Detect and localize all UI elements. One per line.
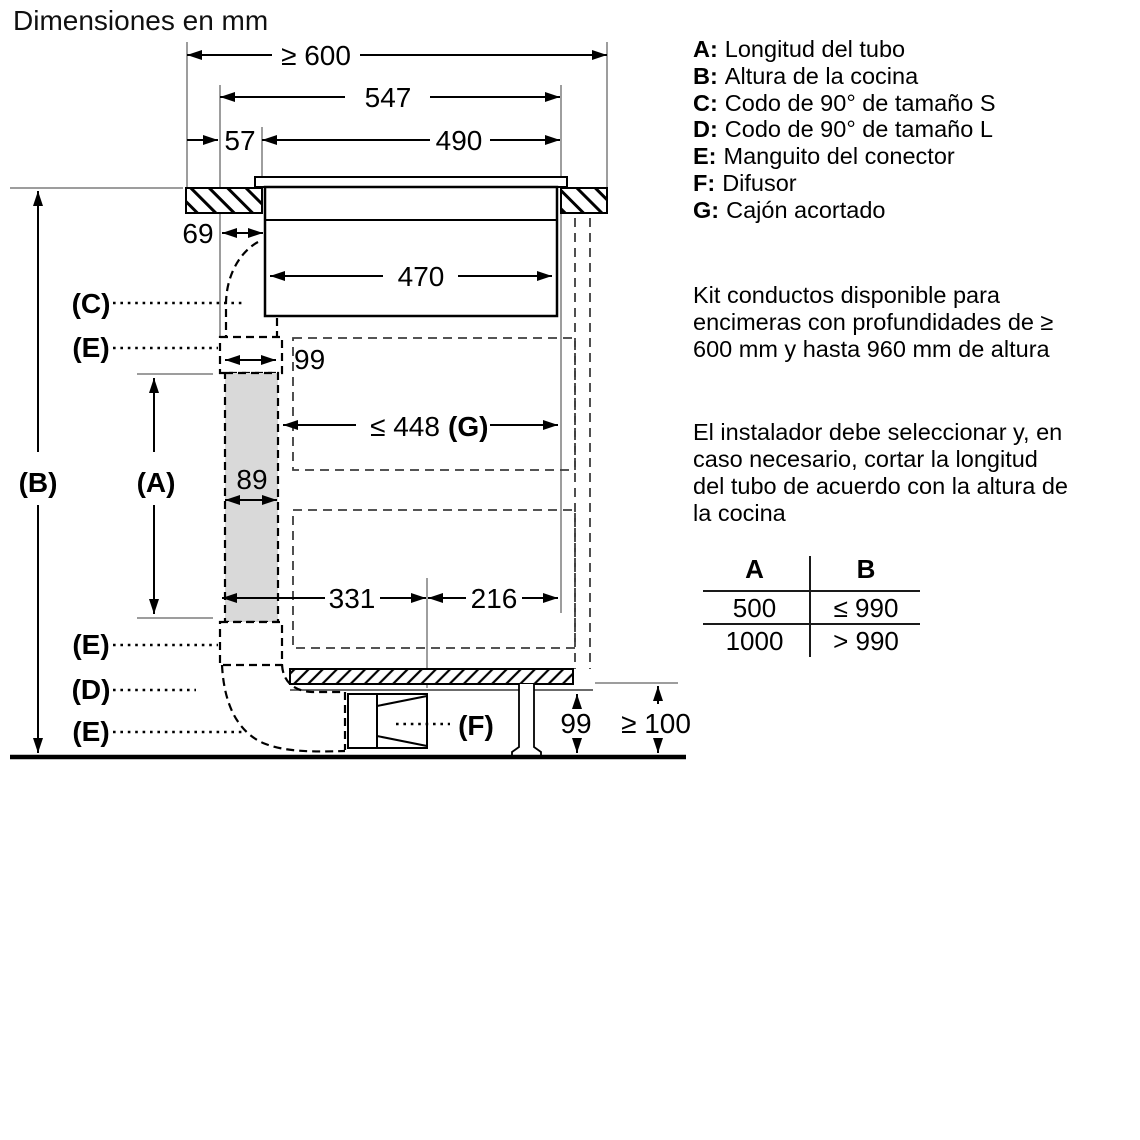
connector-sleeve-top: [220, 337, 282, 373]
legend-label-b: Altura de la cocina: [724, 62, 919, 89]
legend-label-e: Manguito del conector: [723, 143, 955, 170]
legend-item-a: [693, 36, 996, 63]
connector-sleeve-bottom: [220, 622, 282, 665]
note-kit-line-3: 600 mm y hasta 960 mm de altura: [693, 336, 1050, 362]
note-installer-line-3: del tubo de acuerdo con la altura de: [693, 473, 1068, 499]
legend-label-f: Difusor: [722, 169, 797, 196]
legend-label-d: Codo de 90° de tamaño L: [724, 116, 993, 143]
legend-label-g: Cajón acortado: [726, 196, 886, 223]
note-installer-line-1: El instalador debe seleccionar y, en: [693, 419, 1063, 445]
callout-c: (C): [71, 288, 111, 319]
dim-331: 331: [328, 583, 376, 614]
callout-d: (D): [71, 674, 111, 705]
legend-key-b: B:: [693, 62, 718, 89]
callout-e2: (E): [72, 629, 110, 660]
legend-label-a: Longitud del tubo: [724, 36, 906, 62]
dim-100: ≥ 100: [621, 708, 691, 739]
hob-body: [265, 187, 557, 316]
table-header-b: B: [856, 554, 876, 584]
worktop-right-section: [561, 188, 607, 213]
dim-99-sleeve: 99: [294, 344, 326, 375]
dim-470: 470: [397, 261, 445, 292]
note-installer-line-4: la cocina: [693, 500, 786, 526]
dim-448: ≤ 448: [370, 411, 440, 442]
legend-label-c: Codo de 90° de tamaño S: [724, 89, 996, 116]
table-cell-b2: > 990: [833, 626, 899, 656]
dim-69: 69: [182, 218, 214, 249]
dim-547: 547: [364, 82, 412, 113]
note-installer-line-2: caso necesario, cortar la longitud: [693, 446, 1038, 472]
note-kit-line-1: Kit conductos disponible para: [693, 282, 1001, 308]
legend-key-e: E:: [693, 143, 717, 170]
legend-item-g: [693, 197, 996, 224]
diffuser: [348, 694, 427, 748]
dim-89: 89: [236, 464, 268, 495]
parts-legend: [693, 36, 996, 224]
worktop-left-section: [186, 188, 262, 213]
legend-item-d: [693, 116, 996, 143]
dim-label-b: (B): [18, 467, 58, 498]
note-kit-line-2: encimeras con profundidades de ≥: [693, 309, 1054, 335]
table-rule-1: [703, 590, 920, 592]
duct-tube: [225, 373, 278, 622]
page-title: Dimensiones en mm: [13, 5, 269, 36]
elbow-s-outer-curve: [226, 242, 258, 336]
cabinet-leg: [512, 684, 541, 756]
dim-490: 490: [435, 125, 483, 156]
dim-57: 57: [224, 125, 256, 156]
callout-e3: (E): [72, 716, 110, 747]
legend-key-f: F:: [693, 169, 716, 196]
tube-length-table: [700, 552, 926, 664]
legend-key-a: A:: [693, 36, 718, 62]
dim-448-ref-g: (G): [448, 411, 489, 442]
legend-item-f: [693, 170, 996, 197]
dim-99-bottom: 99: [560, 708, 592, 739]
legend-key-g: G:: [693, 196, 720, 223]
base-shelf: [290, 669, 573, 684]
drawer-zone-lower: [293, 510, 575, 648]
legend-item-e: [693, 143, 996, 170]
table-cell-a2: 1000: [725, 626, 784, 656]
dim-label-a: (A): [136, 467, 176, 498]
legend-key-d: D:: [693, 116, 718, 143]
table-rule-2: [703, 623, 920, 625]
hob-glass-top: [255, 177, 567, 187]
worktop-hob: [186, 177, 607, 316]
drawer-zone-upper: [293, 338, 575, 470]
dim-216: 216: [470, 583, 518, 614]
legend-item-b: [693, 63, 996, 90]
callout-e1: (E): [72, 332, 110, 363]
table-cell-b1: ≤ 990: [833, 593, 899, 623]
legend-item-c: [693, 90, 996, 117]
table-cell-a1: 500: [732, 593, 777, 623]
table-header-a: A: [745, 554, 764, 584]
callout-f: (F): [458, 710, 494, 741]
note-duct-kit: [693, 282, 1053, 363]
dim-600: ≥ 600: [281, 40, 351, 71]
legend-key-c: C:: [693, 89, 718, 116]
note-installer: [693, 419, 1068, 527]
